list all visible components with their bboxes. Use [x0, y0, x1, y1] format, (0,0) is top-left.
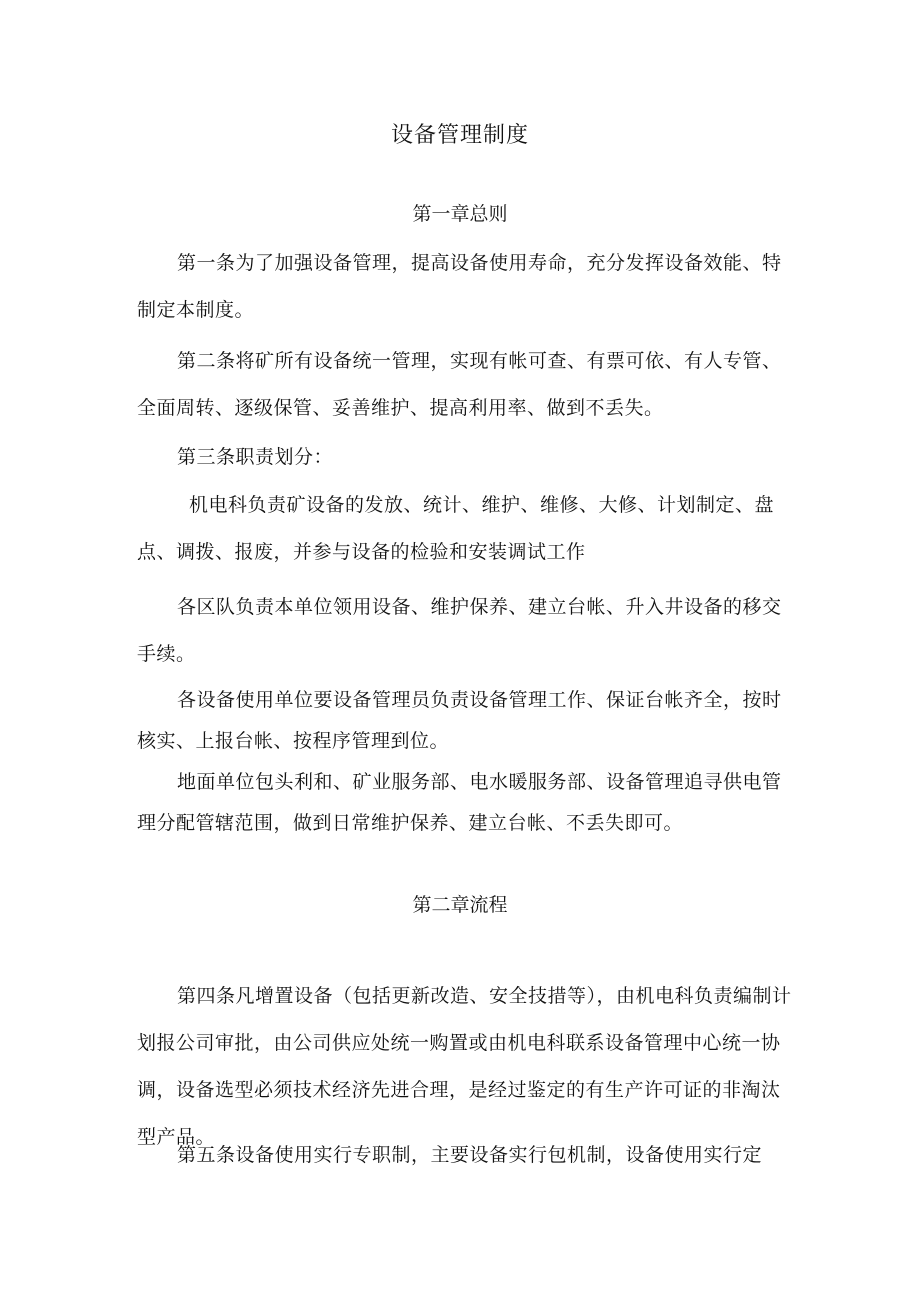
article-5: 第五条设备使用实行专职制，主要设备实行包机制，设备使用实行定: [177, 1144, 763, 1166]
article-3: 第三条职责划分：: [177, 446, 334, 468]
duty-electromech-dept: 机电科负责矿设备的发放、统计、维护、维修、大修、计划制定、盘点、调拨、报废，并参与设备的检验和安装调试工作: [137, 494, 775, 563]
duty-equipment-users: 各设备使用单位要设备管理员负责设备管理工作、保证台帐齐全，按时核实、上报台帐、按程序管理到位。: [137, 689, 782, 752]
chapter-2-heading: 第二章流程: [412, 894, 508, 916]
article-4: 第四条凡增置设备（包括更新改造、安全技措等），由机电科负责编制计划报公司审批，由公司供应处统一购置或由机电科联系设备管理中心统一协调，设备选型必须技术经济先进合理，是经过鉴定的有生产许可证的非淘汰型产品。: [137, 985, 792, 1148]
article-2: 第二条将矿所有设备统一管理，实现有帐可查、有票可依、有人专管、全面周转、逐级保管、妥善维护、提高利用率、做到不丢失。: [137, 350, 782, 419]
duty-district-teams: 各区队负责本单位领用设备、维护保养、建立台帐、升入井设备的移交手续。: [137, 596, 782, 665]
article-1: 第一条为了加强设备管理，提高设备使用寿命，充分发挥设备效能、特制定本制度。: [137, 252, 782, 321]
document-title: 设备管理制度: [390, 123, 529, 148]
chapter-1-heading: 第一章总则: [412, 203, 508, 225]
duty-ground-units: 地面单位包头利和、矿业服务部、电水暖服务部、设备管理追寻供电管理分配管辖范围，做到日常维护保养、建立台帐、不丢失即可。: [137, 771, 782, 834]
